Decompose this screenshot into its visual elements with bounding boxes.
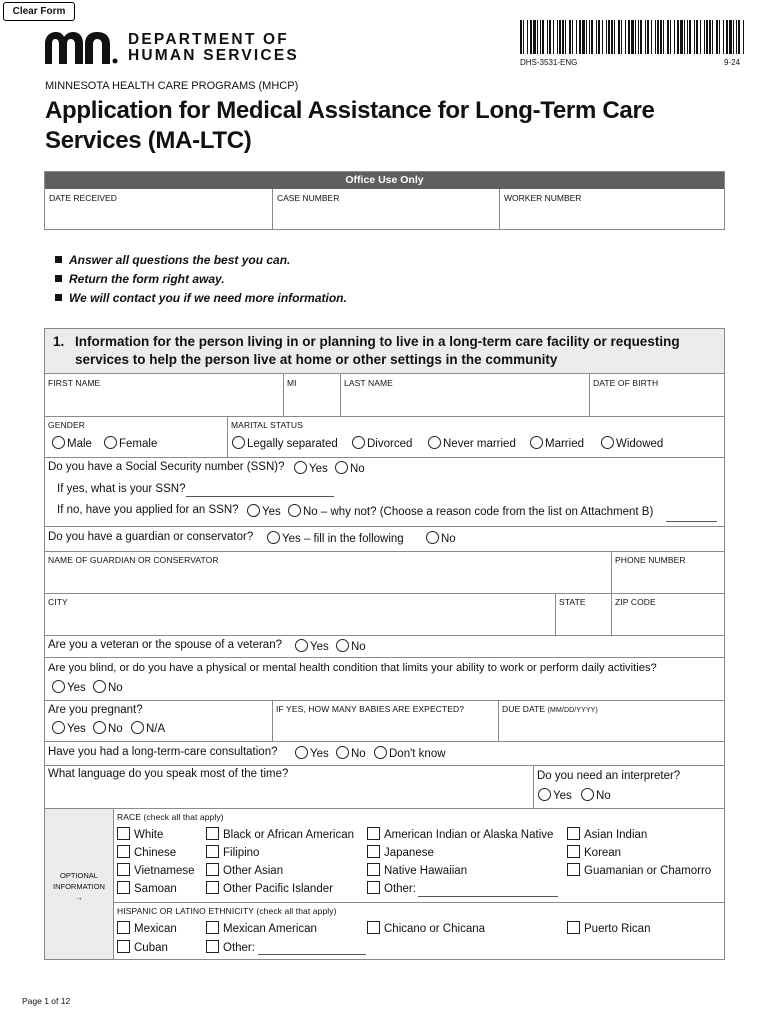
ssn-question: Do you have a Social Security number (SSN)? [48,461,285,473]
disability-question: Are you blind, or do you have a physical or mental health condition that limits your ability to work or perform daily activities? [48,662,657,674]
disability-yes-radio[interactable]: Yes [52,680,86,694]
race-checkbox[interactable]: Vietnamese [117,863,195,877]
ssn-no-radio[interactable]: No [335,461,365,475]
optional-info-label: OPTIONAL INFORMATION → [53,871,105,902]
ethnicity-checkbox[interactable]: Cuban [117,940,168,954]
worker-number-field [500,189,725,230]
worker-number-label: WORKER NUMBER [504,193,582,203]
section-title-line2: services to help the person live at home or other settings in the community [75,352,558,367]
pregnant-no-radio[interactable]: No [93,721,123,735]
ltc-dont-know-radio[interactable]: Don't know [374,746,446,760]
interpreter-yes-radio[interactable]: Yes [538,788,572,802]
race-checkbox[interactable]: Other: [367,881,416,895]
race-checkbox[interactable]: Native Hawaiian [367,863,467,877]
ethnicity-checkbox[interactable]: Mexican American [206,921,317,935]
ethnicity-other-input[interactable] [258,954,366,955]
race-checkbox[interactable]: Filipino [206,845,259,859]
veteran-question: Are you a veteran or the spouse of a veteran? [48,639,282,651]
instructions-list [55,251,347,308]
mi-label: MI [287,378,297,388]
section-1-header [45,329,724,374]
pregnant-na-radio[interactable]: N/A [131,721,165,735]
race-checkbox[interactable]: Asian Indian [567,827,647,841]
guardian-yes-radio[interactable]: Yes – fill in the following [267,531,404,545]
race-checkbox[interactable]: Other Pacific Islander [206,881,333,895]
gender-male-radio[interactable]: Male [52,436,92,450]
marital-separated-radio[interactable]: Legally separated [232,436,338,450]
race-checkbox[interactable]: White [117,827,163,841]
pregnant-yes-radio[interactable]: Yes [52,721,86,735]
date-received-field [45,189,273,230]
veteran-yes-radio[interactable]: Yes [295,639,329,653]
ssn-applied-no-radio[interactable]: No – why not? (Choose a reason code from the list on Attachment B) [288,504,653,518]
dob-label: DATE OF BIRTH [593,378,659,388]
marital-married-radio[interactable]: Married [530,436,584,450]
marital-divorced-radio[interactable]: Divorced [352,436,412,450]
marital-widowed-radio[interactable]: Widowed [601,436,663,450]
ethnicity-checkbox[interactable]: Mexican [117,921,177,935]
race-label: RACE (check all that apply) [117,812,224,822]
barcode-icon [520,20,747,54]
race-checkbox[interactable]: Black or African American [206,827,354,841]
race-checkbox[interactable]: Guamanian or Chamorro [567,863,711,877]
ssn-number-label: If yes, what is your SSN? [57,483,186,495]
instruction-item: We will contact you if we need more information. [55,289,347,308]
ltc-no-radio[interactable]: No [336,746,366,760]
race-checkbox[interactable]: Japanese [367,845,434,859]
page-number: Page 1 of 12 [22,996,71,1006]
agency-line1: DEPARTMENT OF [128,31,289,48]
ethnicity-checkbox[interactable]: Puerto Rican [567,921,650,935]
case-number-label: CASE NUMBER [277,193,340,203]
disability-no-radio[interactable]: No [93,680,123,694]
form-date: 9-24 [724,58,741,67]
guardian-name-label: NAME OF GUARDIAN OR CONSERVATOR [48,555,219,565]
office-use-header: Office Use Only [45,172,724,189]
veteran-no-radio[interactable]: No [336,639,366,653]
pregnant-question: Are you pregnant? [48,704,143,716]
marital-status-label: MARITAL STATUS [231,420,303,430]
city-label: CITY [48,597,68,607]
mn-logo-icon [45,32,119,64]
interpreter-no-radio[interactable]: No [581,788,611,802]
clear-form-button[interactable]: Clear Form [3,2,75,21]
reason-code-input[interactable] [666,521,717,522]
ethnicity-checkbox[interactable]: Chicano or Chicana [367,921,485,935]
ltc-yes-radio[interactable]: Yes [295,746,329,760]
section-number: 1. [53,334,65,349]
ssn-yes-radio[interactable]: Yes [294,461,328,475]
due-date-label: DUE DATE (MM/DD/YYYY) [502,704,598,714]
guardian-question: Do you have a guardian or conservator? [48,531,254,543]
ethnicity-label: HISPANIC OR LATINO ETHNICITY (check all that apply) [117,906,337,916]
agency-name [128,32,299,64]
ssn-input[interactable] [186,496,334,497]
gender-female-radio[interactable]: Female [104,436,157,450]
interpreter-question: Do you need an interpreter? [537,770,681,782]
ssn-applied-question: If no, have you applied for an SSN? [57,504,239,516]
race-checkbox[interactable]: Chinese [117,845,176,859]
race-checkbox[interactable]: Other Asian [206,863,283,877]
babies-expected-label: IF YES, HOW MANY BABIES ARE EXPECTED? [276,704,465,714]
date-received-label: DATE RECEIVED [49,193,117,203]
agency-line2: HUMAN SERVICES [128,47,299,64]
first-name-label: FIRST NAME [48,378,101,388]
office-use-box [44,171,725,230]
instruction-item: Answer all questions the best you can. [55,251,347,270]
phone-label: PHONE NUMBER [615,555,686,565]
race-other-input[interactable] [418,896,558,897]
section-title-line1: Information for the person living in or planning to live in a long-term care facility or requesting [75,334,680,349]
last-name-label: LAST NAME [344,378,393,388]
zip-label: ZIP CODE [615,597,656,607]
ssn-applied-yes-radio[interactable]: Yes [247,504,281,518]
state-label: STATE [559,597,586,607]
race-checkbox[interactable]: Samoan [117,881,177,895]
race-checkbox[interactable]: American Indian or Alaska Native [367,827,553,841]
page-title: Application for Medical Assistance for Long-Term Care Services (MA-LTC) [45,97,655,154]
gender-label: GENDER [48,420,85,430]
ethnicity-checkbox[interactable]: Other: [206,940,255,954]
ltc-consultation-question: Have you had a long-term-care consultation? [48,746,278,758]
instruction-item: Return the form right away. [55,270,347,289]
marital-never-married-radio[interactable]: Never married [428,436,516,450]
case-number-field [273,189,500,230]
program-name: MINNESOTA HEALTH CARE PROGRAMS (MHCP) [45,80,299,92]
guardian-no-radio[interactable]: No [426,531,456,545]
race-checkbox[interactable]: Korean [567,845,621,859]
language-question: What language do you speak most of the time? [48,768,289,780]
form-code: DHS-3531-ENG [520,58,578,67]
